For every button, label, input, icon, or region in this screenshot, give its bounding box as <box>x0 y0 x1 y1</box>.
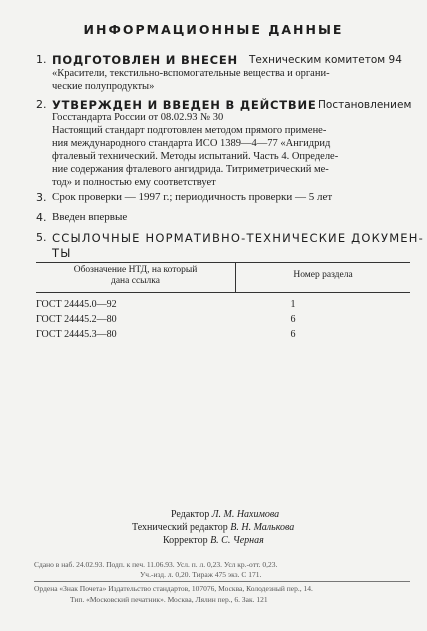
editor-label: Редактор <box>171 509 210 520</box>
item-2-number: 2. <box>36 98 47 111</box>
item-5-number: 5. <box>36 231 47 244</box>
item-1-text-line1: Техническим комитетом 94 <box>249 54 402 66</box>
imprint-rule <box>34 581 410 582</box>
corrector-label: Корректор <box>163 535 208 546</box>
item-2-heading: УТВЕРЖДЕН И ВВЕДЕН В ДЕЙСТВИЕ <box>52 98 317 112</box>
imprint-line1: Сдано в наб. 24.02.93. Подп. к печ. 11.06.93. Усл. п. л. 0,23. Усл кр.-отт. 0,23. <box>34 560 278 569</box>
imprint-line4: Тип. «Московский печатник». Москва, Лялин пер., 6. Зак. 121 <box>70 595 268 604</box>
editor-name: Л. М. Нахимова <box>211 509 280 520</box>
item-1-number: 1. <box>36 53 47 66</box>
corrector-name: В. С. Черная <box>210 535 264 546</box>
item-2-text-line1: Постановлением <box>318 99 412 111</box>
table-row-1-doc: ГОСТ 24445.0—92 <box>36 299 117 310</box>
item-2-text-line7: тод» и полностью ему соответствует <box>52 177 216 188</box>
credits-corrector <box>163 534 264 547</box>
table-top-rule <box>36 262 410 263</box>
page-title: ИНФОРМАЦИОННЫЕ ДАННЫЕ <box>83 22 344 37</box>
item-5-text: ССЫЛОЧНЫЕ НОРМАТИВНО-ТЕХНИЧЕСКИЕ ДОКУМЕН- <box>52 231 424 245</box>
item-2-text-line2: Госстандарта России от 08.02.93 № 30 <box>52 112 224 123</box>
item-3-text: Срок проверки — 1997 г.; периодичность проверки — 5 лет <box>52 191 333 203</box>
table-row-3-doc: ГОСТ 24445.3—80 <box>36 329 117 340</box>
item-1-heading: ПОДГОТОВЛЕН И ВНЕСЕН <box>52 53 238 67</box>
table-col1-header-line1: Обозначение НТД, на который <box>73 265 198 275</box>
table-col2-header: Номер раздела <box>293 270 353 280</box>
item-2-text-line5: фталевый технический. Методы испытаний. Часть 4. Определе- <box>52 151 339 162</box>
item-1-text-line2: «Красители, текстильно-вспомогательные вещества и органи- <box>52 68 330 79</box>
table-row-3-section: 6 <box>290 329 296 340</box>
imprint-line2: Уч.-изд. л. 0,20. Тираж 475 экз. С 171. <box>140 570 262 579</box>
item-3-number: 3. <box>36 191 47 204</box>
credits-tech-editor <box>132 521 294 534</box>
credits-editor <box>171 508 279 521</box>
table-header-rule <box>36 292 410 293</box>
item-5-text-tail: ТЫ <box>52 246 72 260</box>
item-1-text-line3: ческие полупродукты» <box>52 81 155 92</box>
table-row-2-doc: ГОСТ 24445.2—80 <box>36 314 117 325</box>
item-2-text-line3: Настоящий стандарт подготовлен методом прямого примене- <box>52 125 327 136</box>
table-row-2-section: 6 <box>290 314 296 325</box>
table-row-1-section: 1 <box>290 299 296 310</box>
item-2-text-line6: ние содержания фталевого ангидрида. Титриметрический ме- <box>52 164 329 175</box>
item-4-text: Введен впервые <box>52 211 128 223</box>
tech-editor-name: В. Н. Малькова <box>230 522 295 533</box>
table-col1-header-line2: дана ссылка <box>111 276 160 286</box>
tech-editor-label: Технический редактор <box>132 522 228 533</box>
imprint-line3: Ордена «Знак Почета» Издательство стандартов, 107076, Москва, Колодезный пер., 14. <box>34 584 313 593</box>
item-2-text-line4: ния международного стандарта ИСО 1389—4—77 «Ангидрид <box>52 138 331 149</box>
table-col1-header <box>36 265 235 287</box>
item-4-number: 4. <box>36 211 47 224</box>
